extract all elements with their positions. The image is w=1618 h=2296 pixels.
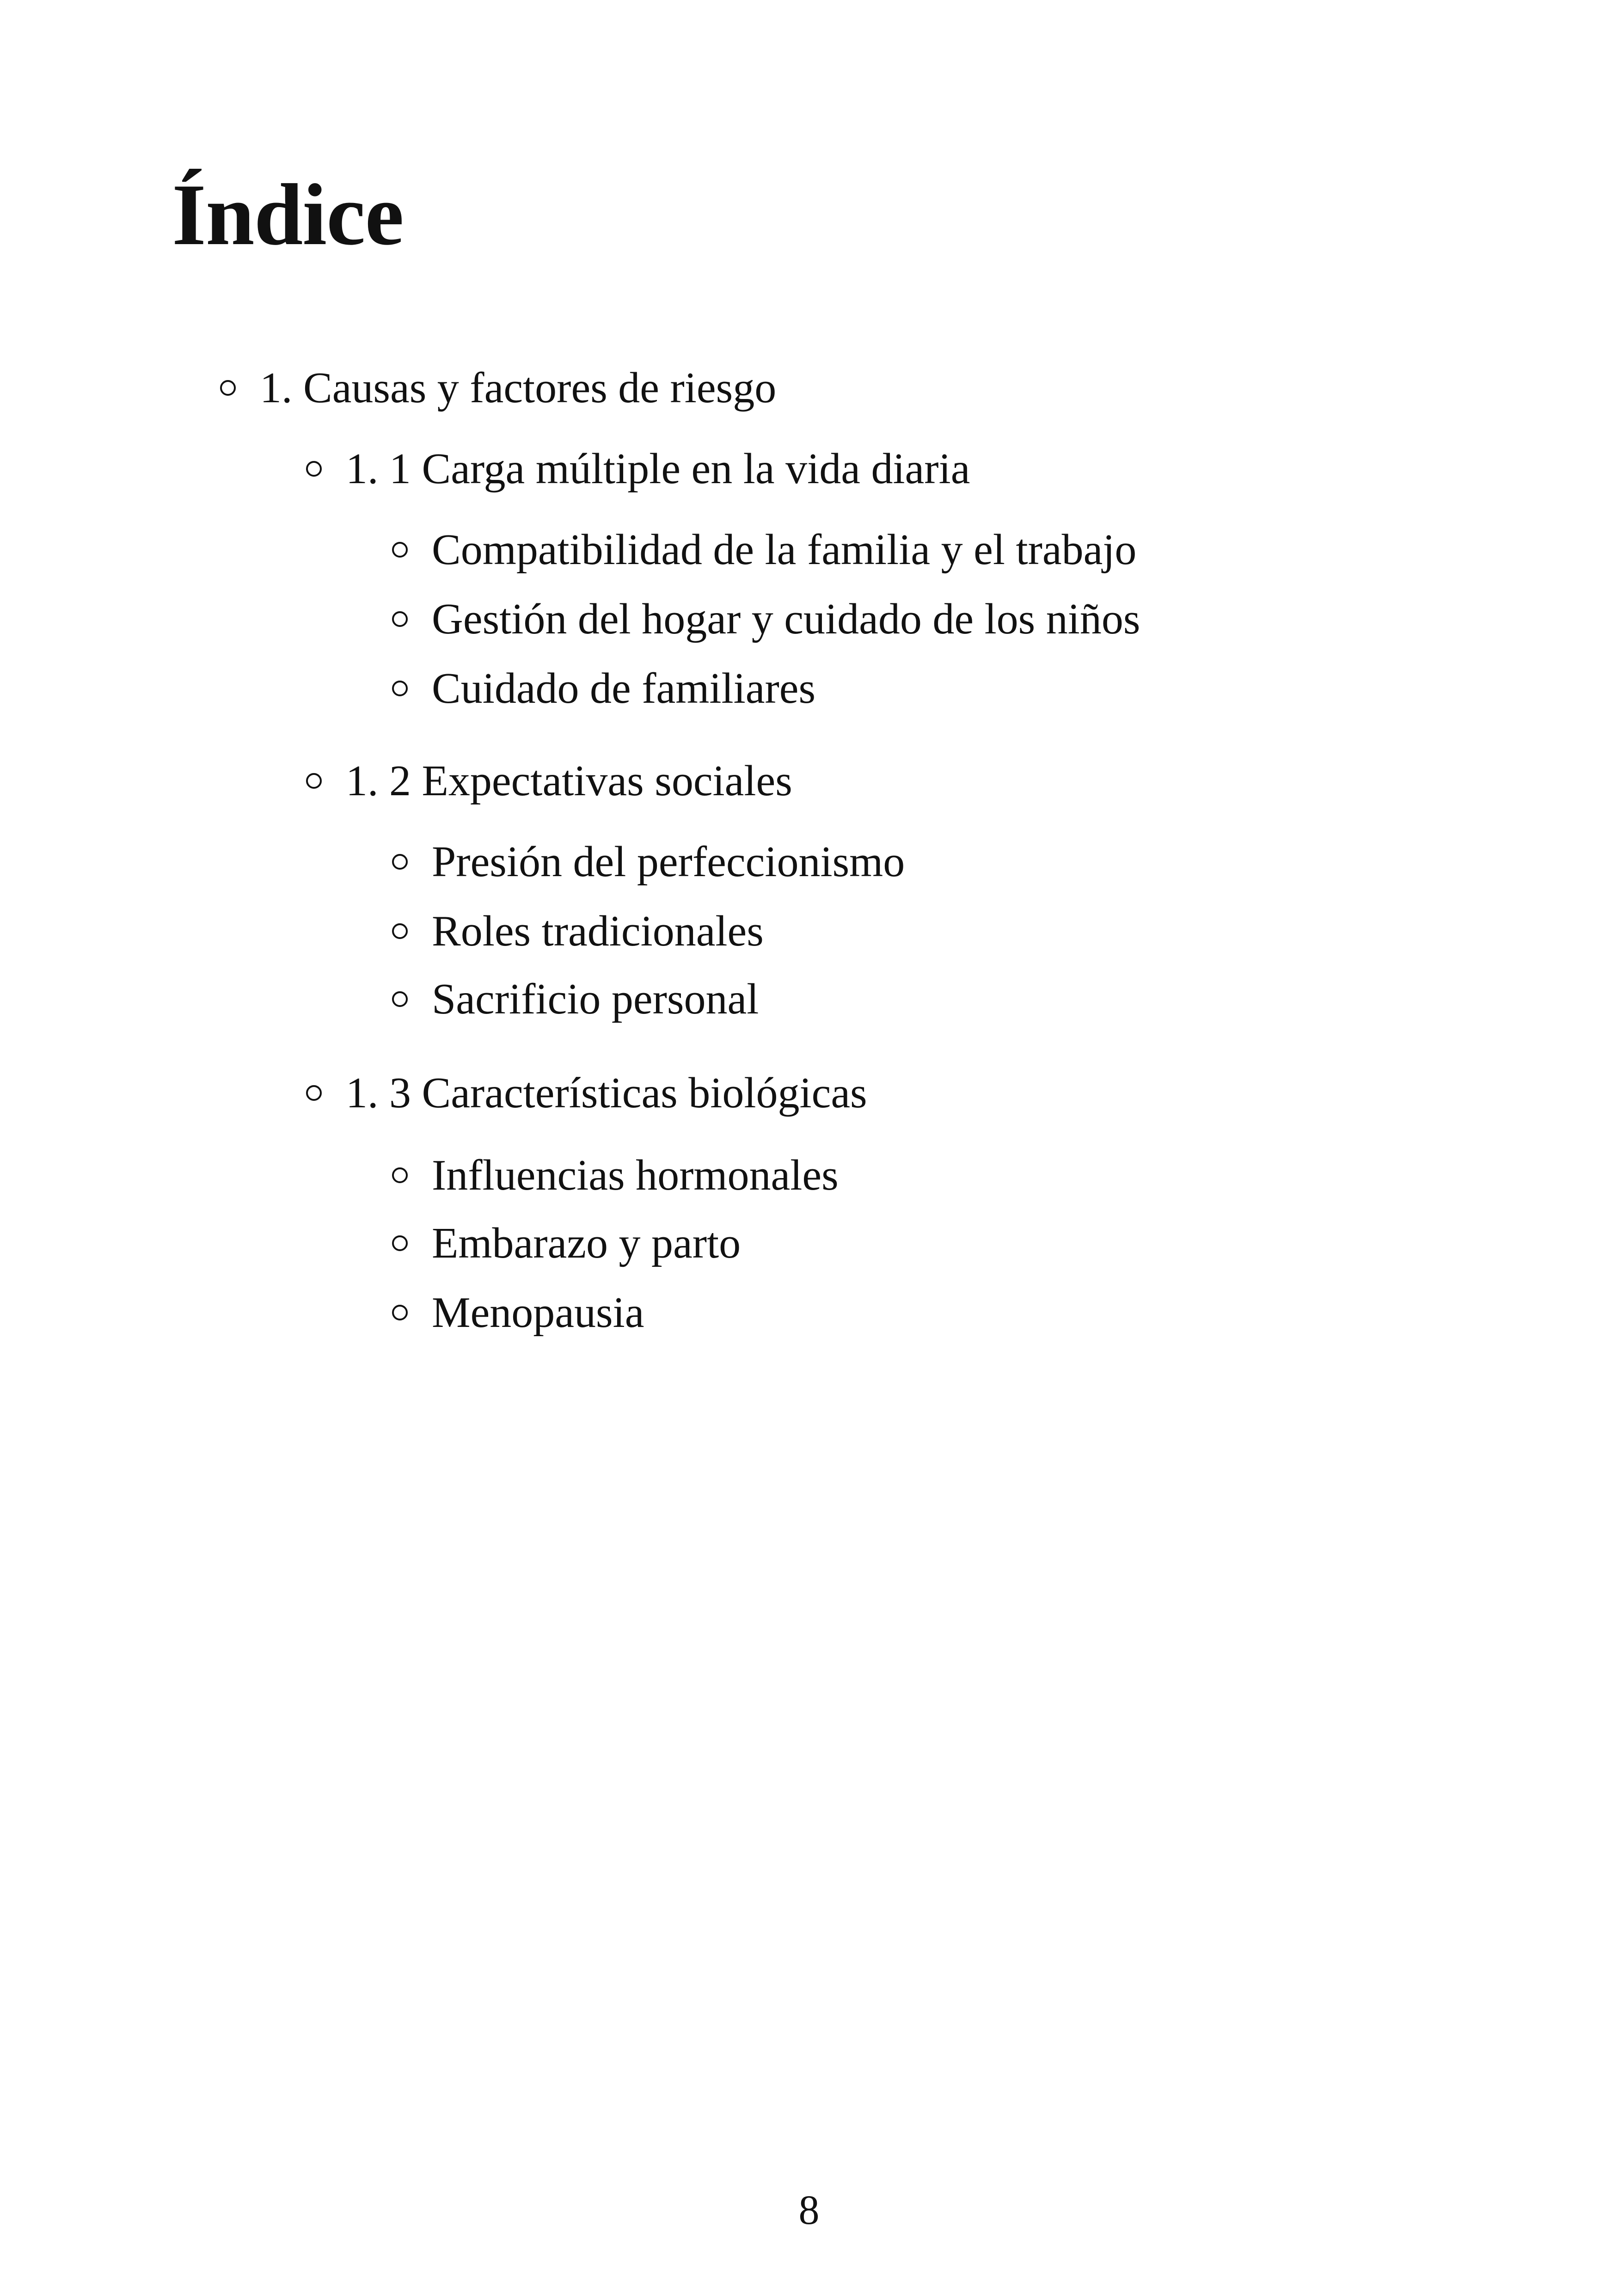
toc-entry-label: Influencias hormonales [432, 1151, 839, 1199]
toc-entry-level2 [306, 759, 792, 803]
page-title: Índice [172, 166, 404, 264]
hollow-circle-bullet-icon [392, 1235, 408, 1251]
toc-entry-label: Roles tradicionales [432, 907, 764, 955]
toc-entry-label: Menopausia [432, 1289, 644, 1337]
hollow-circle-bullet-icon [306, 773, 322, 789]
page-number: 8 [798, 2187, 820, 2233]
hollow-circle-bullet-icon [306, 1085, 322, 1101]
toc-entry-label: Cuidado de familiares [432, 664, 816, 712]
toc-entry-level3 [392, 526, 1137, 574]
toc-entry-label: 1. 3 Características biológicas [346, 1069, 867, 1117]
toc-entry-level3 [392, 1219, 741, 1267]
hollow-circle-bullet-icon [392, 991, 408, 1007]
hollow-circle-bullet-icon [220, 380, 236, 396]
toc-entry-level1 [220, 366, 776, 410]
toc-entry-level3 [392, 909, 764, 953]
toc-entry-level3 [392, 1289, 644, 1337]
toc-entry-level3 [392, 664, 816, 712]
hollow-circle-bullet-icon [392, 611, 408, 627]
hollow-circle-bullet-icon [392, 681, 408, 696]
toc-entry-label: Gestión del hogar y cuidado de los niños [432, 595, 1140, 643]
toc-entry-level3 [392, 1151, 839, 1199]
toc-entry-label: 1. 2 Expectativas sociales [346, 757, 792, 805]
toc-entry-label: Presión del perfeccionismo [432, 838, 905, 886]
hollow-circle-bullet-icon [392, 1305, 408, 1320]
toc-entry-label: 1. 1 Carga múltiple en la vida diaria [346, 445, 970, 493]
hollow-circle-bullet-icon [392, 923, 408, 939]
hollow-circle-bullet-icon [392, 854, 408, 870]
toc-entry-level3 [392, 840, 905, 884]
toc-entry-level3 [392, 977, 759, 1021]
toc-entry-level3 [392, 597, 1140, 641]
hollow-circle-bullet-icon [392, 542, 408, 558]
toc-entry-level2 [306, 447, 970, 491]
toc-entry-label: 1. Causas y factores de riesgo [260, 364, 777, 412]
toc-entry-level2 [306, 1071, 867, 1115]
toc-entry-label: Compatibilidad de la familia y el trabajo [432, 526, 1137, 574]
toc-entry-label: Embarazo y parto [432, 1219, 741, 1267]
hollow-circle-bullet-icon [392, 1167, 408, 1183]
hollow-circle-bullet-icon [306, 461, 322, 477]
toc-entry-label: Sacrificio personal [432, 975, 759, 1023]
